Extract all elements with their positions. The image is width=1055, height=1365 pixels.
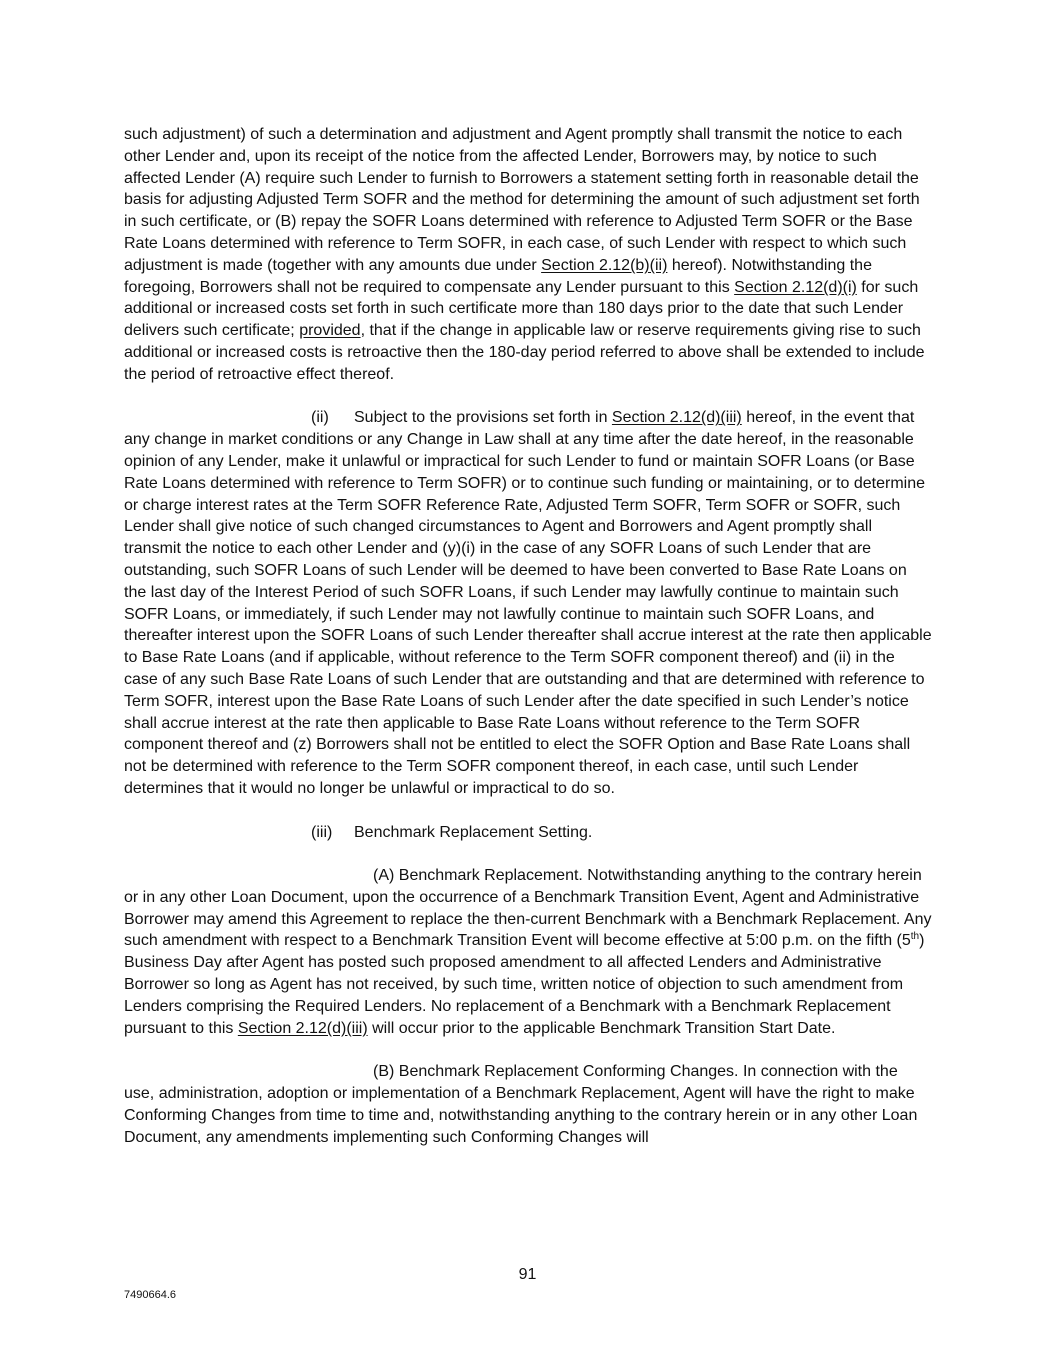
paragraph-continuation <box>124 124 932 386</box>
section-reference: Section 2.12(d)(iii) <box>237 1019 368 1037</box>
section-reference: Section 2.12(d)(iii) <box>611 409 742 427</box>
paragraph-text: , that if the change in applicable law or reserve requirements giving rise to such additional or increased costs is retroactive then the 180-day period referred to above shall be extended to include the period of retroactive effect thereof. <box>124 322 925 383</box>
paragraph-text: Subject to the provisions set forth in <box>354 409 612 427</box>
section-reference: Section 2.12(b)(ii) <box>541 256 668 274</box>
paragraph-text: such adjustment) of such a determination and adjustment and Agent promptly shall transmit the notice to each other Lender and, upon its receipt of the notice from the affected Lender, Borrowers may, by notice to such affected Lender (A) require such Lender to furnish to Borrowers a statement setting forth in reasonable detail the basis for adjusting Adjusted Term SOFR and the method for determining the amount of such adjustment set forth in such certificate, or (B) repay the SOFR Loans determined with reference to Adjusted Term SOFR or the Base Rate Loans determined with reference to Term SOFR, in each case, of such Lender with respect to which such adjustment is made (together with any amounts due under <box>124 126 920 274</box>
superscript: th <box>910 931 920 943</box>
page-number: 91 <box>518 1266 537 1283</box>
paragraph-text: ) Business Day after Agent has posted such proposed amendment to all affected Lenders and Administrative Borrower so long as Agent has not received, by such time, written notice of objection to such amendment from Lenders comprising the Required Lenders. No replacement of a Benchmark with a Benchmark Replacement pursuant to this <box>124 932 925 1037</box>
clause-label: (iii) <box>311 823 333 841</box>
clause-label: (ii) <box>311 409 329 427</box>
heading-iii <box>124 822 932 844</box>
clause-heading: Benchmark Replacement Setting. <box>354 823 593 841</box>
paragraph-text: will occur prior to the applicable Benchmark Transition Start Date. <box>367 1019 836 1037</box>
provided-term: provided <box>299 322 361 340</box>
paragraph-a <box>124 865 932 1039</box>
paragraph-ii <box>124 407 932 799</box>
paragraph-text: (B) Benchmark Replacement Conforming Changes. In connection with the use, administration, adoption or implementation of a Benchmark Replacement, Agent will have the right to make Conforming Changes from time to time and, notwithstanding anything to the contrary herein or in any other Loan Document, any amendments implementing such Conforming Changes will <box>124 1063 918 1146</box>
document-page <box>124 124 932 1148</box>
section-reference: Section 2.12(d)(i) <box>734 278 857 296</box>
paragraph-text: hereof, in the event that any change in market conditions or any Change in Law shall at any time after the date hereof, in the reasonable opinion of any Lender, make it unlawful or impractical for such Lender to fund or maintain SOFR Loans (or Base Rate Loans determined with reference to Term SOFR) or to continue such funding or maintaining, or to determine or charge interest rates at the Term SOFR Reference Rate, Adjusted Term SOFR, Term SOFR or SOFR, such Lender shall give notice of such changed circumstances to Agent and Borrowers and Agent promptly shall transmit the notice to each other Lender and (y)(i) in the case of any SOFR Loans of such Lender that are outstanding, such SOFR Loans of such Lender will be deemed to have been converted to Base Rate Loans on the last day of the Interest Period of such SOFR Loans, if such Lender may lawfully continue to maintain such SOFR Loans, or immediately, if such Lender may not lawfully continue to maintain such SOFR Loans, and thereafter interest upon the SOFR Loans of such Lender thereafter shall accrue interest at the rate then applicable to Base Rate Loans (and if applicable, without reference to the Term SOFR component thereof) and (ii) in the case of any such Base Rate Loans of such Lender that are outstanding and that are determined with reference to Term SOFR, interest upon the Base Rate Loans of such Lender after the date specified in such Lender’s notice shall accrue interest at the rate then applicable to Base Rate Loans without reference to the Term SOFR component thereof and (z) Borrowers shall not be entitled to elect the SOFR Option and Base Rate Loans shall not be determined with reference to the Term SOFR component thereof, in each case, until such Lender determines that it would no longer be unlawful or impractical to do so. <box>124 409 932 797</box>
paragraph-text: for such additional or increased costs set forth in such certificate more than 180 days prior to the date that such Lender delivers such certificate; <box>124 278 919 340</box>
paragraph-text: (A) Benchmark Replacement. Notwithstanding anything to the contrary herein or in any other Loan Document, upon the occurrence of a Benchmark Transition Event, Agent and Administrative Borrower may amend this Agreement to replace the then-current Benchmark with a Benchmark Replacement. Any such amendment with respect to a Benchmark Transition Event will become effective at 5:00 p.m. on the fifth (5 <box>124 867 932 950</box>
paragraph-b <box>124 1061 932 1148</box>
paragraph-text: hereof). Notwithstanding the foregoing, Borrowers shall not be required to compensate any Lender pursuant to this <box>124 256 872 296</box>
document-id: 7490664.6 <box>124 1289 176 1301</box>
